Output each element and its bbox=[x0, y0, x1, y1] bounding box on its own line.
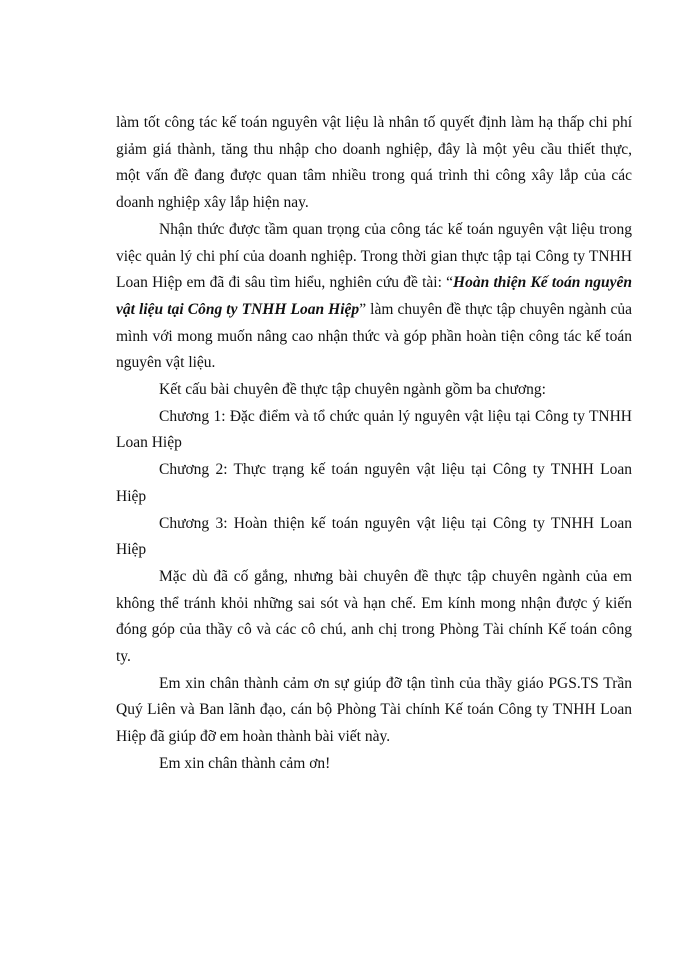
paragraph-topic bbox=[116, 217, 632, 377]
paragraph-intro-continuation: làm tốt công tác kế toán nguyên vật liệu là nhân tố quyết định làm hạ thấp chi phí giảm giá thành, tăng thu nhập cho doanh nghiệp, đây là một yêu cầu thiết thực, một vấn đề đang được quan tâm nhiều trong quá trình thi công xây lắp của các doanh nghiệp xây lắp hiện nay. bbox=[116, 114, 632, 212]
topic-trail-text: ” làm chuyên đề thực tập chuyên ngành của mình với mong muốn nâng cao nhận thức và góp phần hoàn tiện công tác kế toán nguyên vật liệu. bbox=[116, 300, 632, 372]
paragraph-structure: Kết cấu bài chuyên đề thực tập chuyên ngành gồm ba chương: bbox=[159, 381, 546, 399]
topic-lead-text: Nhận thức được tầm quan trọng của công tác kế toán nguyên vật liệu trong việc quản lý chi phí của doanh nghiệp. Trong thời gian thực tập tại Công ty TNHH Loan Hiệp em đã đi sâu tìm hiểu, nghiên cứu đề tài: “ bbox=[116, 220, 632, 292]
chapter-2: Chương 2: Thực trạng kế toán nguyên vật liệu tại Công ty TNHH Loan Hiệp bbox=[116, 461, 632, 505]
chapter-3: Chương 3: Hoàn thiện kế toán nguyên vật liệu tại Công ty TNHH Loan Hiệp bbox=[116, 514, 632, 559]
paragraph-limitations: Mặc dù đã cố gắng, nhưng bài chuyên đề thực tập chuyên ngành của em không thể tránh khỏi những sai sót và hạn chế. Em kính mong nhận được ý kiến đóng góp của thầy cô và các cô chú, anh chị trong Phòng Tài chính Kế toán công ty. bbox=[116, 567, 632, 666]
paragraph-acknowledgement: Em xin chân thành cảm ơn sự giúp đỡ tận tình của thầy giáo PGS.TS Trần Quý Liên và Ban lãnh đạo, cán bộ Phòng Tài chính Kế toán Công ty TNHH Loan Hiệp đã giúp đỡ em hoàn thành bài viết này. bbox=[116, 674, 632, 746]
topic-title: Hoàn thiện Kế toán nguyên vật liệu tại Công ty TNHH Loan Hiệp bbox=[116, 274, 632, 318]
document-body bbox=[116, 110, 632, 778]
chapter-1: Chương 1: Đặc điểm và tổ chức quản lý nguyên vật liệu tại Công ty TNHH Loan Hiệp bbox=[116, 407, 632, 452]
paragraph-thanks: Em xin chân thành cảm ơn! bbox=[159, 754, 331, 772]
